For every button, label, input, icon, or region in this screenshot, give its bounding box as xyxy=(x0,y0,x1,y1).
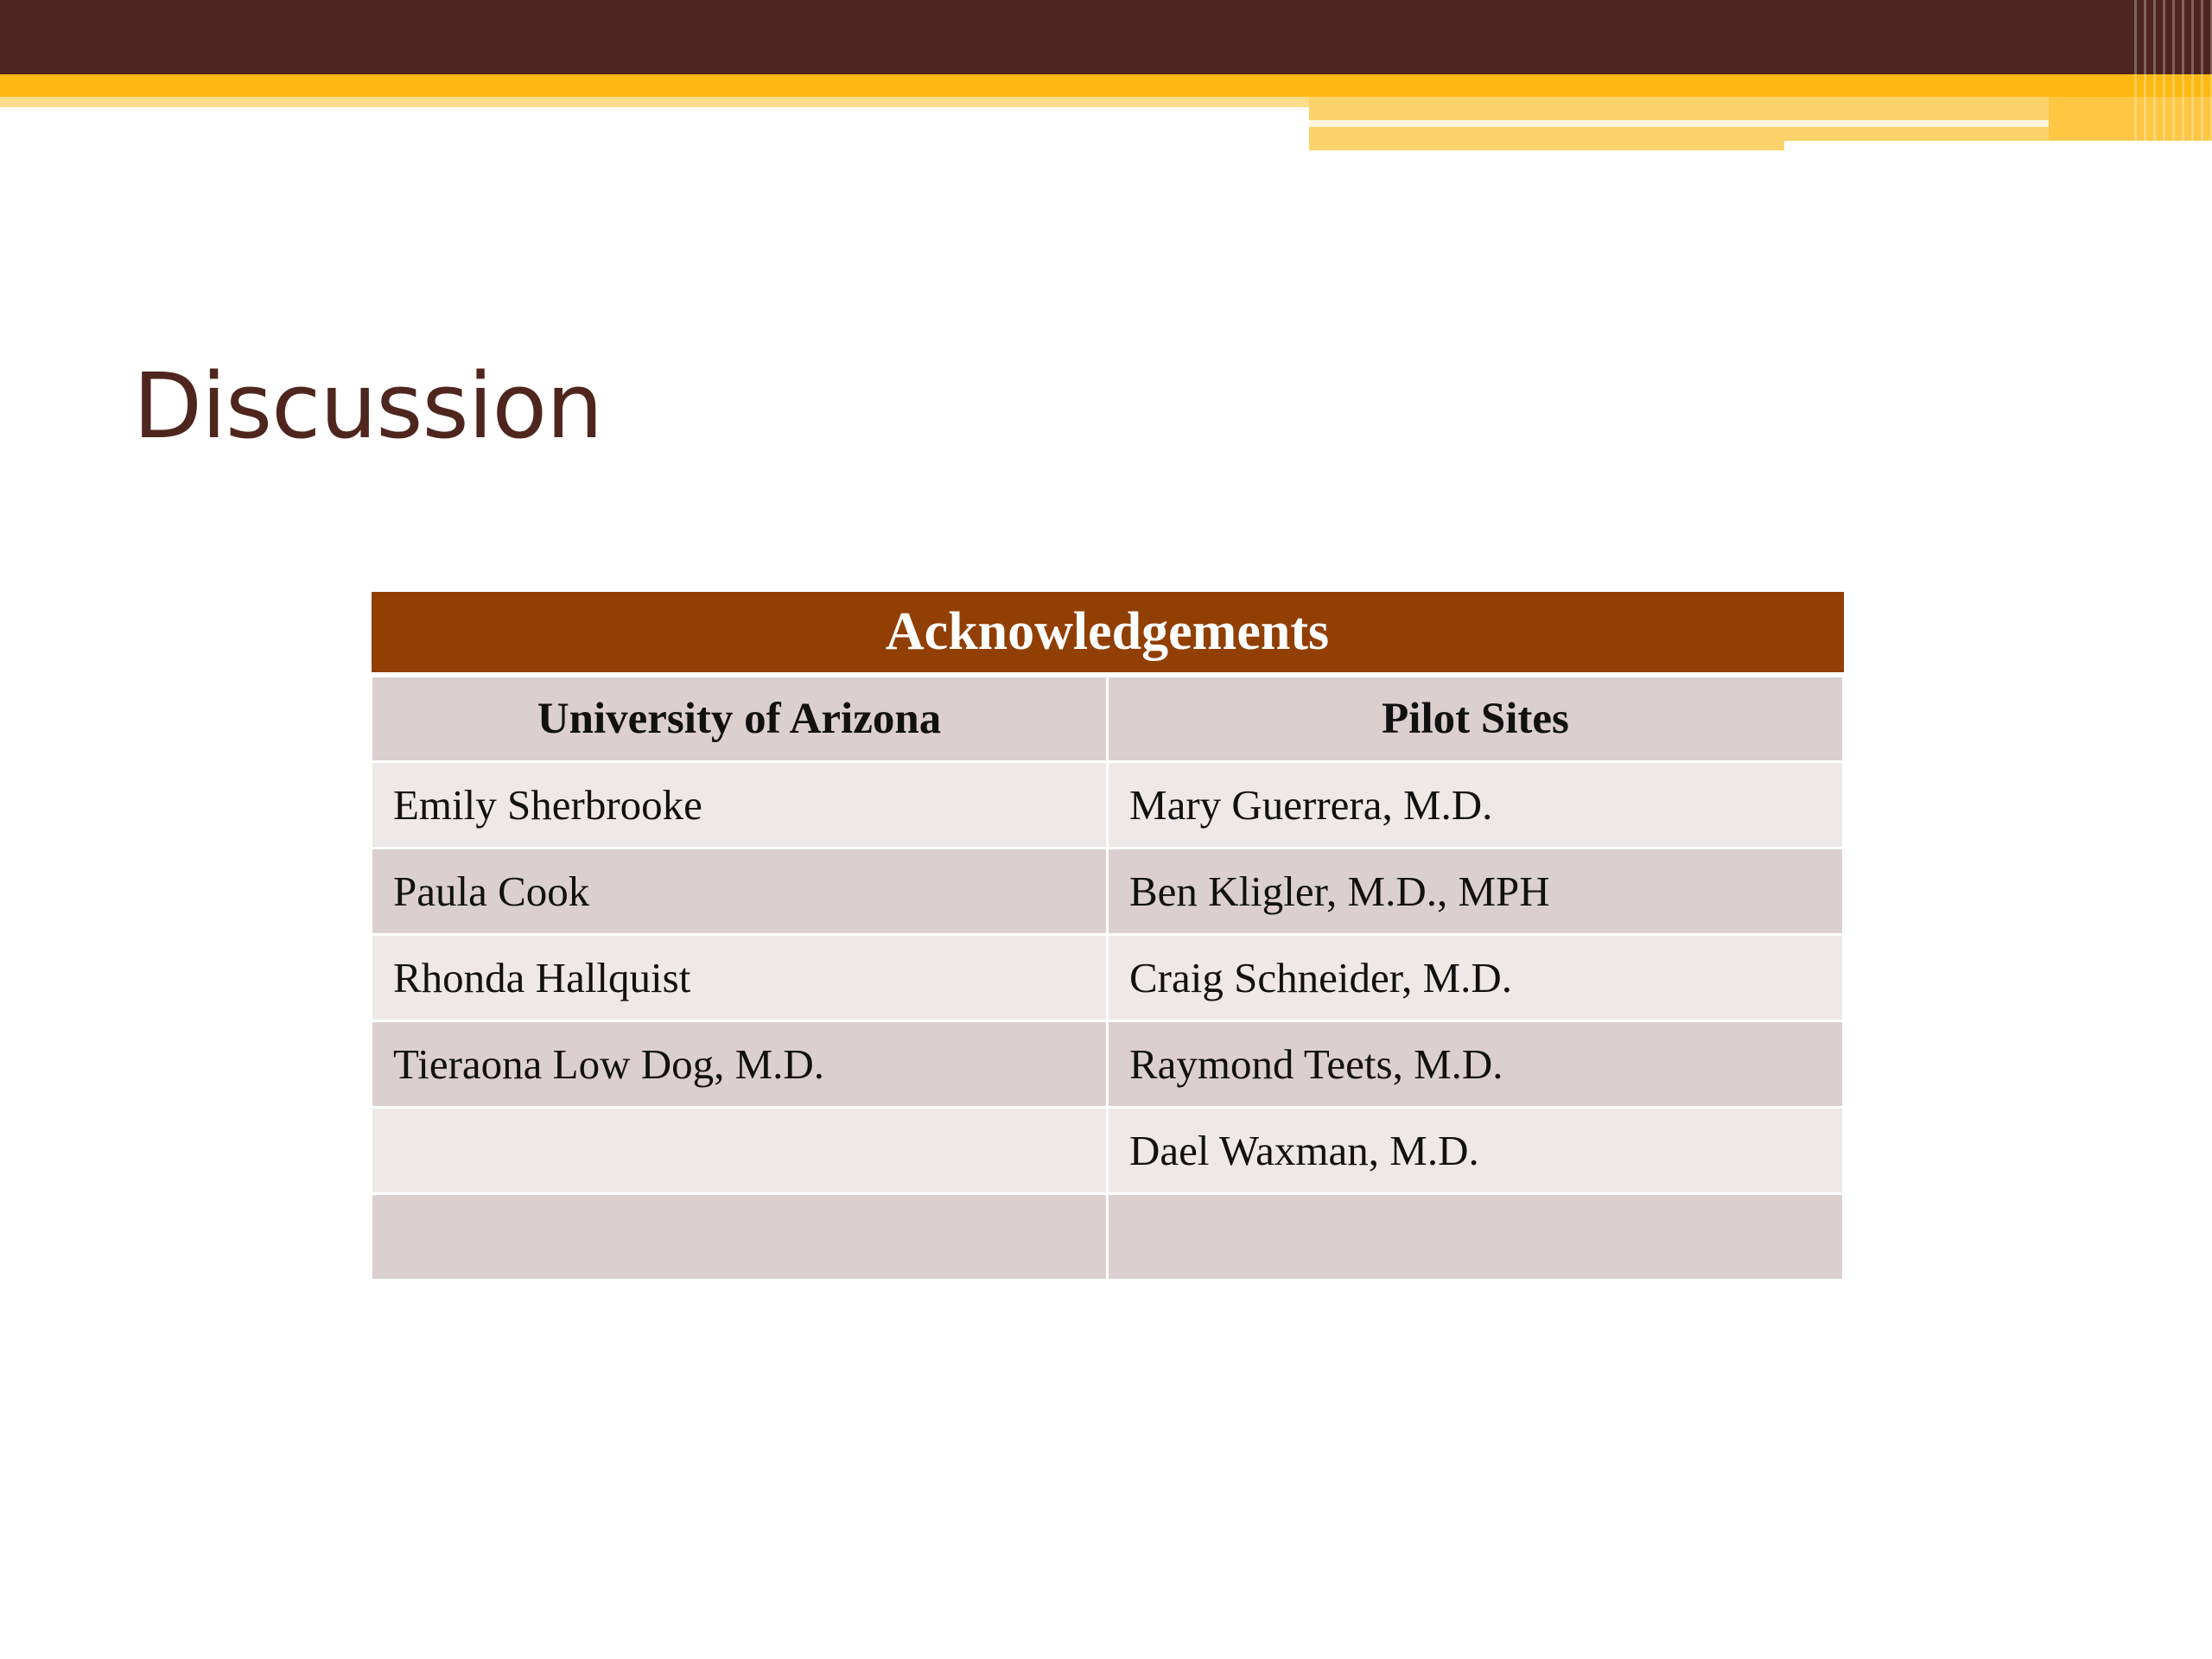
table-row xyxy=(372,1194,1844,1281)
banner-gold-fade xyxy=(0,97,1309,107)
table-cell: Tieraona Low Dog, M.D. xyxy=(372,1021,1108,1108)
banner-gold-bar xyxy=(0,74,2212,97)
table-cell: Paula Cook xyxy=(372,849,1108,935)
table-cell: Raymond Teets, M.D. xyxy=(1108,1021,1844,1108)
table-cell: Rhonda Hallquist xyxy=(372,935,1108,1021)
column-header-university: University of Arizona xyxy=(372,675,1108,762)
banner-right-stripe xyxy=(1309,120,2049,127)
column-header-row xyxy=(372,675,1844,762)
table-cell: Mary Guerrera, M.D. xyxy=(1108,762,1844,849)
table-cell: Dael Waxman, M.D. xyxy=(1108,1108,1844,1194)
table-cell xyxy=(372,1108,1108,1194)
slide-title: Discussion xyxy=(133,353,603,459)
acknowledgements-table xyxy=(370,592,1845,1281)
table-cell xyxy=(1108,1194,1844,1281)
table-cell: Ben Kligler, M.D., MPH xyxy=(1108,849,1844,935)
table-cell: Emily Sherbrooke xyxy=(372,762,1108,849)
table-row xyxy=(372,1108,1844,1194)
table-row xyxy=(372,1021,1844,1108)
table-header: Acknowledgements xyxy=(372,592,1844,675)
table-cell: Craig Schneider, M.D. xyxy=(1108,935,1844,1021)
banner-brown-bar xyxy=(0,0,2212,74)
banner-vertical-lines xyxy=(2134,0,2212,150)
table-cell xyxy=(372,1194,1108,1281)
table-row xyxy=(372,762,1844,849)
column-header-pilot-sites: Pilot Sites xyxy=(1108,675,1844,762)
table-row xyxy=(372,935,1844,1021)
table-header-row xyxy=(372,592,1844,675)
table-row xyxy=(372,849,1844,935)
